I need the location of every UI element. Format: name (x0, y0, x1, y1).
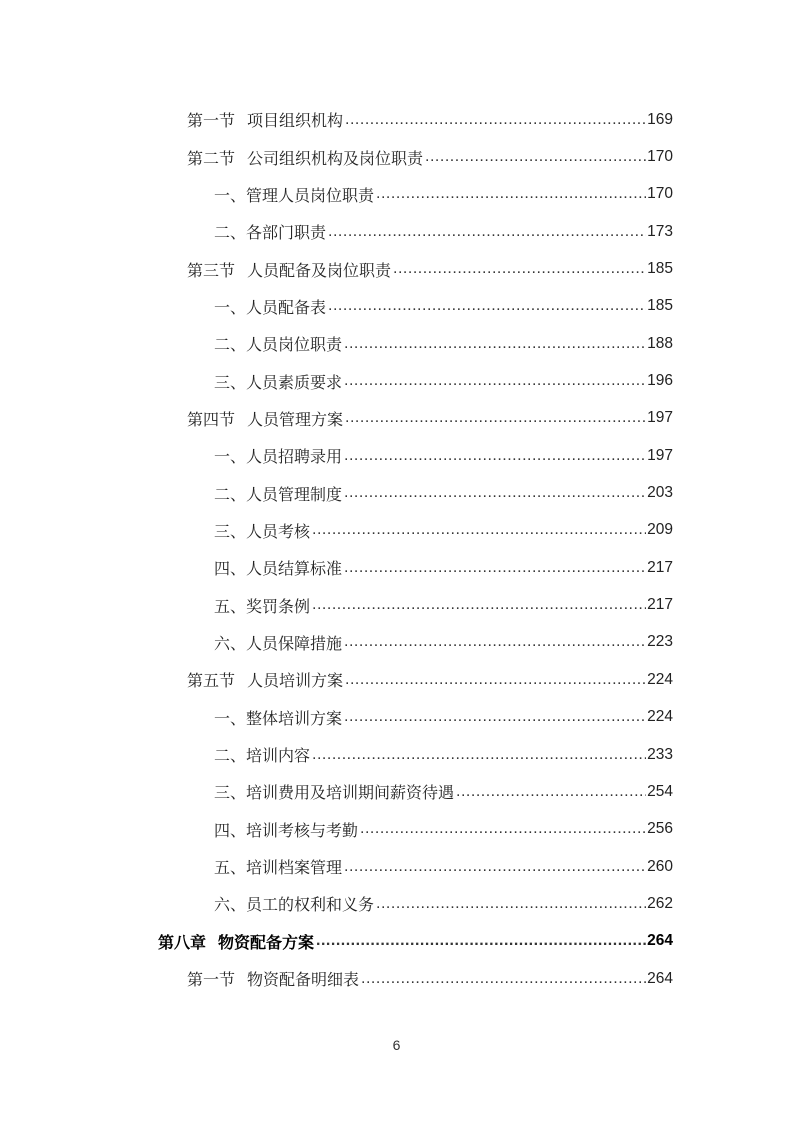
toc-entry-number: 二、 (214, 223, 247, 243)
toc-entry-text: 物资配备明细表 (247, 970, 360, 990)
toc-entry-page: 170 (647, 148, 673, 166)
page-number: 6 (392, 1037, 401, 1053)
toc-entry-page: 188 (647, 334, 673, 352)
toc-entry-title (214, 743, 312, 766)
toc-entry-number: 第五节 (187, 671, 236, 691)
toc-entry-number: 第一节 (187, 111, 236, 131)
dot-leader (312, 596, 646, 614)
toc-entry[interactable] (0, 400, 673, 437)
toc-entry-page: 224 (647, 708, 673, 726)
toc-entry-page: 254 (647, 782, 673, 800)
toc-entry-title (187, 108, 345, 131)
table-of-contents (0, 101, 793, 997)
toc-entry-number: 第三节 (187, 260, 236, 280)
toc-entry-text: 人员保障措施 (246, 633, 343, 653)
toc-entry-text: 奖罚条例 (246, 596, 311, 616)
dot-leader (376, 895, 646, 913)
toc-entry-text: 培训考核与考勤 (246, 820, 359, 840)
toc-entry-number: 第一节 (187, 970, 236, 990)
toc-entry-text: 人员招聘录用 (246, 447, 343, 467)
toc-entry-title (214, 594, 312, 617)
toc-entry-text: 培训内容 (246, 746, 311, 766)
toc-entry-page: 233 (647, 745, 673, 763)
dot-leader (312, 746, 646, 764)
dot-leader (345, 671, 646, 689)
toc-entry-page: 173 (647, 222, 673, 240)
toc-entry-number: 一、 (214, 708, 247, 728)
toc-entry-page: 264 (647, 932, 673, 950)
toc-entry[interactable] (0, 362, 673, 399)
toc-entry-number: 三、 (214, 783, 247, 803)
toc-entry-text: 人员管理制度 (246, 484, 343, 504)
toc-entry-title (187, 146, 425, 169)
toc-entry[interactable] (0, 176, 673, 213)
toc-entry-number: 第二节 (187, 148, 236, 168)
toc-entry-number: 六、 (214, 633, 247, 653)
toc-entry[interactable] (0, 699, 673, 736)
toc-entry-number: 二、 (214, 484, 247, 504)
toc-entry-title (214, 183, 376, 206)
dot-leader (344, 858, 646, 876)
toc-entry[interactable] (0, 661, 673, 698)
toc-entry-title (187, 668, 345, 691)
toc-entry-title (187, 407, 345, 430)
toc-entry-text: 人员配备表 (246, 297, 327, 317)
toc-entry-title (214, 370, 344, 393)
dot-leader (344, 335, 646, 353)
dot-leader (316, 932, 646, 950)
toc-entry-title (158, 930, 316, 953)
toc-entry-number: 三、 (214, 372, 247, 392)
toc-entry-number: 第四节 (187, 409, 236, 429)
toc-entry-title (214, 706, 344, 729)
toc-entry[interactable] (0, 549, 673, 586)
toc-entry-number: 一、 (214, 297, 247, 317)
toc-entry-page: 223 (647, 633, 673, 651)
toc-entry[interactable] (0, 288, 673, 325)
toc-entry[interactable] (0, 101, 673, 138)
dot-leader (344, 372, 646, 390)
toc-entry-number: 一、 (214, 447, 247, 467)
toc-entry-text: 人员考核 (246, 521, 311, 541)
dot-leader (361, 970, 646, 988)
toc-entry-text: 管理人员岗位职责 (246, 185, 375, 205)
toc-entry-title (214, 855, 344, 878)
toc-entry[interactable] (0, 586, 673, 623)
toc-entry-title (214, 295, 328, 318)
toc-entry-text: 人员结算标准 (246, 559, 343, 579)
toc-entry-page: 264 (647, 969, 673, 987)
toc-entry-title (214, 892, 376, 915)
toc-entry-title (214, 482, 344, 505)
toc-entry[interactable] (0, 138, 673, 175)
toc-entry-text: 员工的权利和义务 (246, 895, 375, 915)
toc-entry-text: 整体培训方案 (246, 708, 343, 728)
toc-entry-number: 五、 (214, 858, 247, 878)
dot-leader (345, 409, 646, 427)
toc-entry-page: 203 (647, 484, 673, 502)
dot-leader (344, 559, 646, 577)
toc-entry-title (214, 780, 456, 803)
toc-entry-page: 262 (647, 894, 673, 912)
dot-leader (456, 783, 646, 801)
toc-entry-title (214, 220, 328, 243)
toc-entry-page: 217 (647, 558, 673, 576)
dot-leader (344, 484, 646, 502)
toc-entry-title (214, 631, 344, 654)
toc-entry-text: 项目组织机构 (247, 111, 344, 131)
toc-entry[interactable] (0, 736, 673, 773)
toc-entry-number: 三、 (214, 521, 247, 541)
toc-entry-title (214, 556, 344, 579)
toc-entry-title (214, 818, 360, 841)
toc-entry-text: 人员管理方案 (247, 409, 344, 429)
dot-leader (344, 633, 646, 651)
toc-entry-title (214, 519, 312, 542)
toc-entry-number: 第八章 (158, 932, 207, 952)
dot-leader (376, 185, 646, 203)
toc-entry-text: 人员培训方案 (247, 671, 344, 691)
dot-leader (393, 260, 646, 278)
toc-entry-text: 人员素质要求 (246, 372, 343, 392)
toc-entry-text: 各部门职责 (246, 223, 327, 243)
toc-entry-page: 209 (647, 521, 673, 539)
toc-entry-number: 四、 (214, 559, 247, 579)
toc-entry-page: 256 (647, 820, 673, 838)
dot-leader (344, 708, 646, 726)
toc-entry[interactable] (0, 512, 673, 549)
toc-entry-page: 197 (647, 409, 673, 427)
toc-entry-title (214, 332, 344, 355)
toc-entry-text: 物资配备方案 (218, 932, 315, 952)
toc-entry-page: 217 (647, 596, 673, 614)
toc-entry[interactable] (0, 437, 673, 474)
toc-entry[interactable] (0, 811, 673, 848)
toc-entry[interactable] (0, 325, 673, 362)
toc-entry-title (214, 444, 344, 467)
toc-entry-text: 人员配备及岗位职责 (247, 260, 392, 280)
dot-leader (328, 297, 646, 315)
toc-entry-page: 260 (647, 857, 673, 875)
dot-leader (360, 820, 646, 838)
toc-entry-number: 二、 (214, 746, 247, 766)
toc-entry-page: 170 (647, 185, 673, 203)
toc-entry-number: 一、 (214, 185, 247, 205)
toc-entry-text: 人员岗位职责 (246, 335, 343, 355)
dot-leader (425, 148, 646, 166)
toc-entry-text: 培训费用及培训期间薪资待遇 (246, 783, 455, 803)
toc-entry-page: 185 (647, 260, 673, 278)
toc-entry-page: 185 (647, 297, 673, 315)
toc-entry-text: 公司组织机构及岗位职责 (247, 148, 424, 168)
toc-entry-text: 培训档案管理 (246, 858, 343, 878)
toc-entry-page: 169 (647, 110, 673, 128)
dot-leader (344, 447, 646, 465)
toc-entry-title (187, 967, 361, 990)
toc-entry-number: 六、 (214, 895, 247, 915)
dot-leader (328, 223, 646, 241)
toc-entry[interactable] (0, 923, 673, 960)
toc-entry-number: 四、 (214, 820, 247, 840)
toc-entry[interactable] (0, 213, 673, 250)
toc-entry-number: 二、 (214, 335, 247, 355)
toc-entry[interactable] (0, 474, 673, 511)
toc-entry-page: 224 (647, 670, 673, 688)
dot-leader (312, 521, 646, 539)
toc-entry[interactable] (0, 960, 673, 997)
toc-entry[interactable] (0, 773, 673, 810)
toc-entry[interactable] (0, 250, 673, 287)
toc-entry-page: 197 (647, 446, 673, 464)
toc-entry[interactable] (0, 885, 673, 922)
toc-entry-title (187, 258, 393, 281)
dot-leader (345, 111, 646, 129)
toc-entry-page: 196 (647, 372, 673, 390)
toc-entry[interactable] (0, 848, 673, 885)
toc-entry[interactable] (0, 624, 673, 661)
toc-entry-number: 五、 (214, 596, 247, 616)
